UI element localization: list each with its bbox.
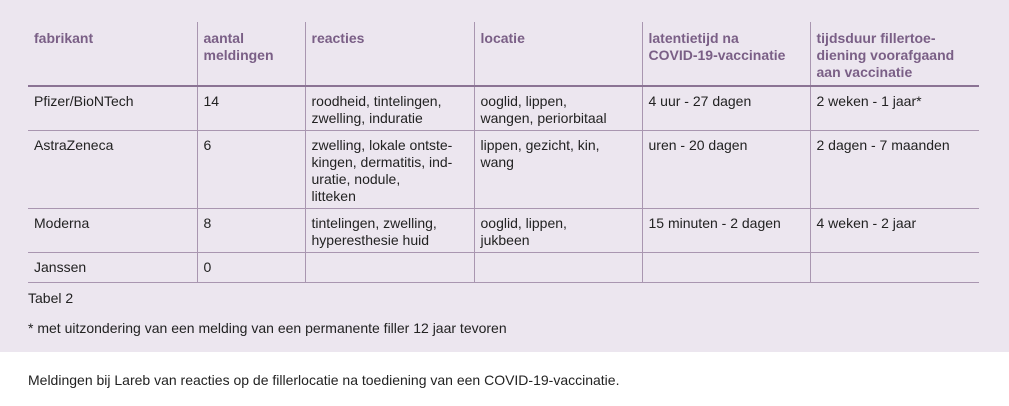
header-fabrikant: fabrikant xyxy=(28,22,197,86)
cell-locatie: ooglid, lippen, jukbeen xyxy=(474,209,642,253)
table-caption: Tabel 2 xyxy=(28,290,74,306)
cell-latentietijd xyxy=(642,253,810,283)
cell-reacties: roodheid, tintelingen, zwelling, induratie xyxy=(305,86,474,131)
header-reacties: reacties xyxy=(305,22,474,86)
cell-tijdsduur xyxy=(810,253,979,283)
header-aantal-meldingen: aantal meldingen xyxy=(197,22,305,86)
reactions-table xyxy=(28,22,979,283)
cell-fabrikant: Janssen xyxy=(28,253,197,283)
cell-aantal: 6 xyxy=(197,131,305,209)
header-locatie: locatie xyxy=(474,22,642,86)
cell-reacties: tintelingen, zwelling, hyperesthesie huid xyxy=(305,209,474,253)
cell-aantal: 8 xyxy=(197,209,305,253)
cell-locatie: ooglid, lippen, wangen, periorbitaal xyxy=(474,86,642,131)
cell-latentietijd: 4 uur - 27 dagen xyxy=(642,86,810,131)
cell-tijdsduur: 4 weken - 2 jaar xyxy=(810,209,979,253)
cell-fabrikant: Pfizer/BioNTech xyxy=(28,86,197,131)
cell-reacties: zwelling, lokale ontste- kingen, dermatitis, ind- uratie, nodule, litteken xyxy=(305,131,474,209)
table-row xyxy=(28,86,979,131)
cell-locatie: lippen, gezicht, kin, wang xyxy=(474,131,642,209)
cell-fabrikant: AstraZeneca xyxy=(28,131,197,209)
header-latentietijd: latentietijd na COVID-19-vaccinatie xyxy=(642,22,810,86)
table-row xyxy=(28,209,979,253)
cell-reacties xyxy=(305,253,474,283)
cell-latentietijd: uren - 20 dagen xyxy=(642,131,810,209)
table-row xyxy=(28,253,979,283)
cell-latentietijd: 15 minuten - 2 dagen xyxy=(642,209,810,253)
header-tijdsduur: tijdsduur fillertoe- diening voorafgaand aan vaccinatie xyxy=(810,22,979,86)
cell-aantal: 0 xyxy=(197,253,305,283)
cell-tijdsduur: 2 weken - 1 jaar* xyxy=(810,86,979,131)
cell-fabrikant: Moderna xyxy=(28,209,197,253)
figure-caption: Meldingen bij Lareb van reacties op de fillerlocatie na toediening van een COVID-19-vaccinatie. xyxy=(28,372,620,388)
cell-aantal: 14 xyxy=(197,86,305,131)
cell-locatie xyxy=(474,253,642,283)
table-row xyxy=(28,131,979,209)
table-header-row xyxy=(28,22,979,86)
table-footnote: * met uitzondering van een melding van een permanente filler 12 jaar tevoren xyxy=(28,320,507,336)
cell-tijdsduur: 2 dagen - 7 maanden xyxy=(810,131,979,209)
